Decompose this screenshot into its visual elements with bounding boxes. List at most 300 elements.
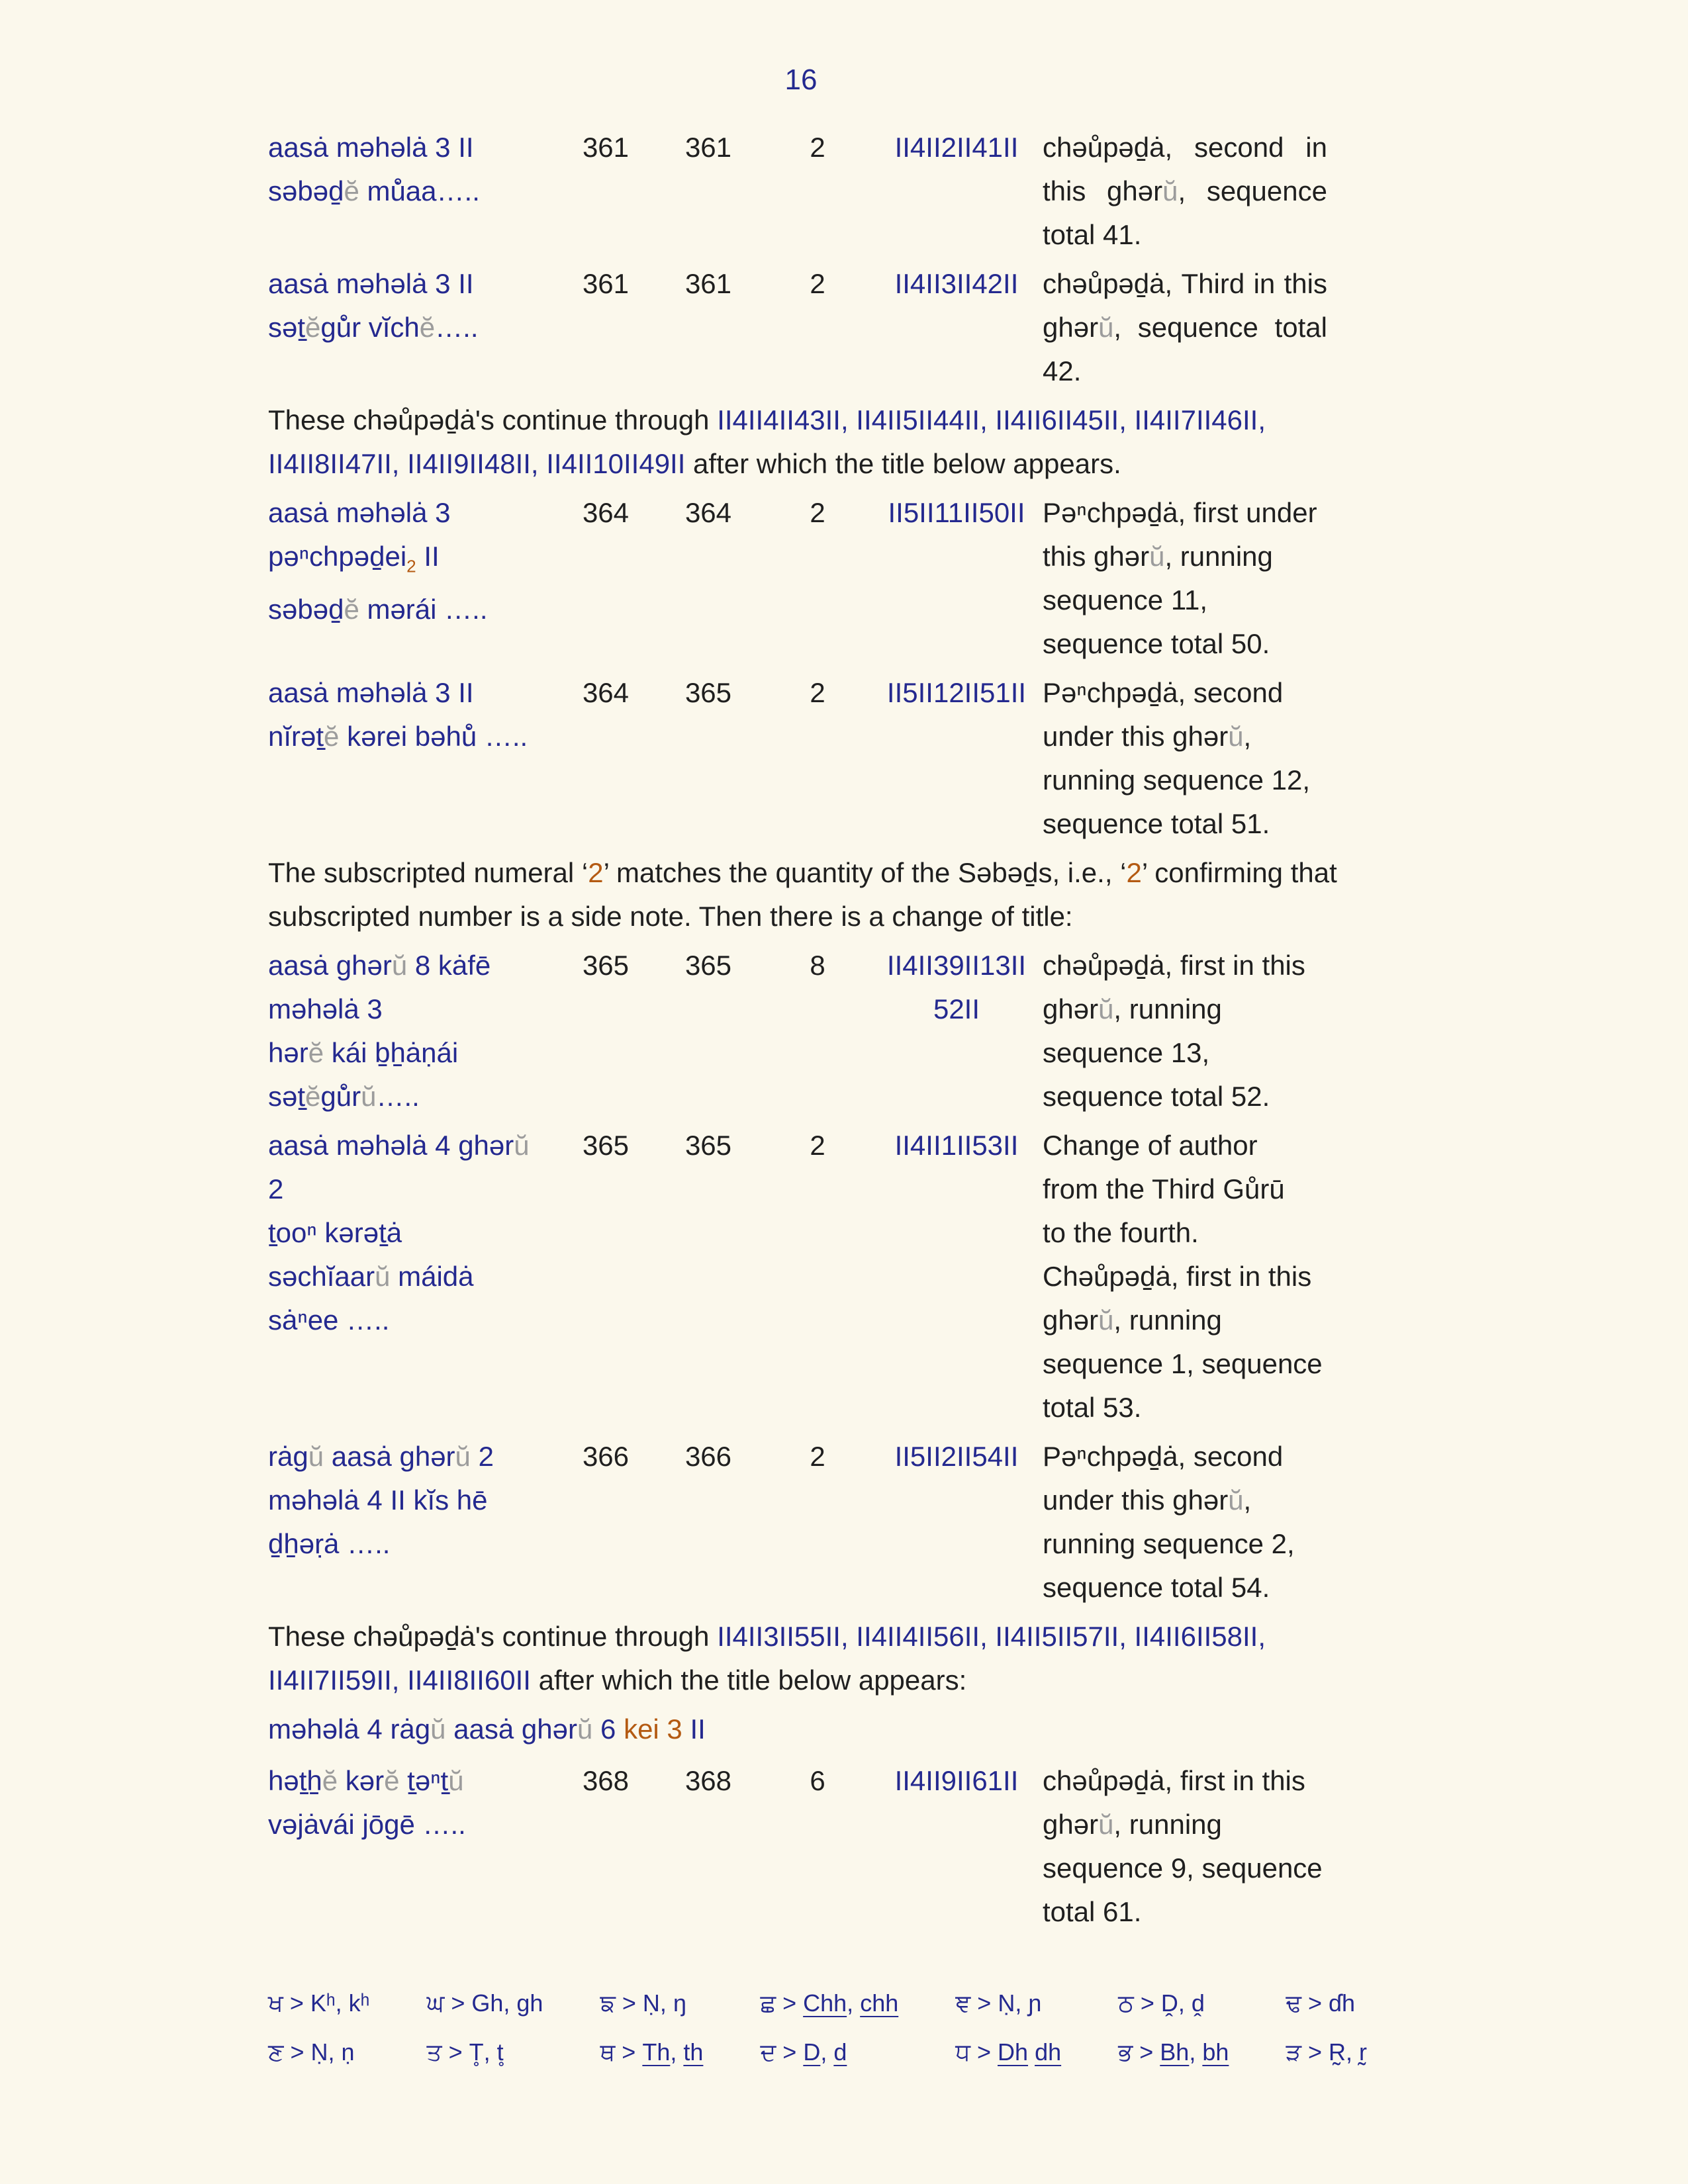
text-line: [1043, 1759, 1327, 1803]
text-segment: ਖ > Kʰ, kʰ: [268, 1989, 370, 2017]
text-segment: this: [1043, 175, 1086, 206]
text-line: [268, 588, 553, 631]
text-segment: ĕ: [305, 1081, 321, 1112]
key-cell: [600, 1989, 703, 2018]
verse-code-cell: [877, 491, 1036, 535]
raag-title-cell: [268, 1759, 553, 1846]
text-segment: ŭ: [577, 1713, 593, 1745]
note-paragraph: [268, 851, 1393, 938]
text-line: [268, 535, 553, 588]
verse-code-line: II5II11II50II: [888, 497, 1025, 528]
text-line: [1043, 349, 1327, 393]
word: [1043, 262, 1172, 306]
text-segment: sequence 9, sequence: [1043, 1852, 1323, 1884]
text-line: [268, 1124, 553, 1167]
text-segment: chpəd̠ei: [309, 541, 407, 572]
text-segment: ee …..: [307, 1304, 390, 1336]
text-line: [268, 1435, 553, 1479]
text-segment: aasȧ məhəlȧ 3 II: [268, 132, 474, 163]
page-b-cell: 365: [684, 677, 732, 708]
page-a-cell: 361: [582, 268, 630, 299]
shabad-count-cell: 2: [810, 677, 825, 708]
text-segment: sequence 1, sequence: [1043, 1348, 1323, 1379]
key-cell: [955, 2038, 1061, 2067]
verse-code-cell: [877, 1124, 1036, 1167]
text-segment: th: [683, 2038, 704, 2066]
text-line: [1043, 491, 1327, 535]
raag-title-cell: [268, 671, 553, 758]
raag-title-cell: [268, 262, 553, 349]
verse-code-line: II4II9II61II: [894, 1765, 1019, 1796]
key-cell: [268, 2038, 369, 2067]
text-segment: ,: [1189, 2038, 1203, 2066]
text-segment: ŭ: [1098, 993, 1114, 1024]
text-segment: , running: [1113, 993, 1222, 1024]
shabad-count-cell: 8: [810, 950, 825, 981]
text-segment: These chəůpəd̠ȧ's continue through: [268, 404, 718, 435]
verse-code-line: II5II2II54II: [894, 1441, 1019, 1472]
text-segment: under this ghər: [1043, 1484, 1229, 1516]
verse-code-cell: [877, 671, 1036, 715]
text-segment: ĕ: [344, 594, 359, 625]
text-segment: ,: [1113, 312, 1122, 343]
text-line: [268, 1759, 553, 1803]
text-line: [1043, 213, 1327, 257]
note-paragraph: [268, 398, 1393, 486]
index-row: [268, 126, 1393, 257]
description-cell: [1043, 671, 1327, 846]
text-segment: after which the title below appears:: [530, 1664, 967, 1696]
text-segment: gů̇r: [320, 1081, 361, 1112]
text-segment: ŭ: [514, 1130, 530, 1161]
transliteration-key: [268, 1989, 1367, 2067]
text-line: [1043, 1522, 1327, 1566]
text-segment: t̠: [440, 1765, 449, 1796]
text-segment: ,: [1178, 175, 1186, 206]
word: [1138, 306, 1258, 349]
index-row: [268, 1124, 1393, 1430]
text-segment: ĕ: [322, 1765, 338, 1796]
text-line: [1043, 1167, 1327, 1211]
text-line: [268, 1255, 553, 1298]
text-line: [268, 306, 553, 349]
text-line: [268, 671, 553, 715]
text-segment: ŭ: [391, 950, 408, 981]
text-segment: Third: [1181, 268, 1245, 299]
text-segment: from the Third Gůrū: [1043, 1173, 1285, 1205]
text-segment: total 61.: [1043, 1896, 1142, 1927]
text-segment: Pəⁿchpəd̠ȧ, first under: [1043, 497, 1317, 528]
text-segment: bh: [1202, 2038, 1229, 2066]
key-cell: [1118, 1989, 1229, 2018]
text-segment: səbəd̠: [268, 175, 344, 206]
word: [1275, 306, 1327, 349]
text-segment: ,: [670, 2038, 684, 2066]
text-segment: aasȧ məhəlȧ 3 II: [268, 268, 474, 299]
word: [1194, 126, 1284, 169]
verse-code-line: II4II1II53II: [894, 1130, 1019, 1161]
text-segment: ਘ > Gh, gh: [426, 1989, 543, 2017]
page-a-cell: 364: [582, 497, 630, 528]
text-segment: ŭ: [361, 1081, 377, 1112]
text-segment: ŭ: [455, 1441, 471, 1472]
text-segment: 2: [588, 857, 604, 888]
text-segment: Th: [642, 2038, 671, 2066]
text-line: [1043, 1211, 1327, 1255]
verse-code-line: II4II39II13II: [886, 950, 1027, 981]
index-row: [268, 671, 1393, 846]
key-cell: [760, 1989, 898, 2018]
verse-code-cell: [877, 1435, 1036, 1479]
raag-title-cell: [268, 1124, 553, 1342]
text-segment: t̠ə: [399, 1765, 431, 1796]
text-segment: 8 kȧfē: [407, 950, 491, 981]
text-segment: ,: [847, 1989, 861, 2017]
text-segment: ’ matches the quantity of the Səbəd̠s, i.e., ‘: [603, 857, 1127, 888]
page-b-cell: 361: [684, 268, 732, 299]
word: [1182, 262, 1245, 306]
word: [1107, 169, 1186, 213]
text-segment: …..: [376, 1081, 420, 1112]
text-line: [1043, 1342, 1327, 1386]
text-segment: d: [833, 2038, 847, 2066]
text-segment: máidȧ: [390, 1261, 474, 1292]
text-segment: Change of author: [1043, 1130, 1258, 1161]
text-segment: to the fourth.: [1043, 1217, 1199, 1248]
text-line: [1043, 169, 1327, 213]
text-segment: sequence: [1206, 175, 1327, 206]
text-segment: this ghər: [1043, 541, 1150, 572]
key-cell: [427, 1989, 543, 2018]
text-segment: second: [1194, 132, 1284, 163]
text-line: [1043, 1124, 1327, 1167]
text-segment: aasȧ məhəlȧ 3: [268, 497, 451, 528]
text-segment: II: [416, 541, 440, 572]
text-line: [268, 1803, 553, 1846]
text-segment: ਣ > Ṇ, ṇ: [268, 2038, 355, 2066]
text-segment: səchĭaar: [268, 1261, 375, 1292]
text-segment: ⁿ: [299, 541, 310, 572]
text-segment: hət̠h̠: [268, 1765, 322, 1796]
text-segment: kei 3: [624, 1713, 682, 1745]
raag-title-cell: [268, 944, 553, 1118]
description-cell: [1043, 1124, 1327, 1430]
text-segment: kər: [338, 1765, 385, 1796]
description-cell: [1043, 262, 1327, 393]
text-segment: kái b̠h̠ȧṇái: [324, 1037, 459, 1068]
shabad-count-cell: 6: [810, 1765, 825, 1796]
key-cell: [955, 1989, 1061, 2018]
shabad-count-cell: 2: [810, 497, 825, 528]
text-segment: ĕ: [384, 1765, 400, 1796]
word: [1043, 169, 1086, 213]
text-line: [1043, 1890, 1327, 1934]
shabad-count-cell: 2: [810, 268, 825, 299]
verse-code-line: II4II3II42II: [894, 268, 1019, 299]
text-segment: after which the title below appears.: [685, 448, 1121, 479]
text-line: [1043, 1298, 1327, 1342]
page-b-cell: 364: [684, 497, 732, 528]
key-cell: [1118, 2038, 1229, 2067]
key-cell: [268, 1989, 369, 2018]
page-a-cell: 365: [582, 950, 630, 981]
key-cell: [600, 2038, 703, 2067]
page-a-cell: 368: [582, 1765, 630, 1796]
text-segment: mərái …..: [359, 594, 488, 625]
text-line: [268, 715, 553, 758]
text-segment: Chh: [803, 1989, 847, 2017]
section-heading: [268, 1707, 1393, 1751]
text-segment: These chəůpəd̠ȧ's continue through: [268, 1621, 718, 1652]
text-segment: məhəlȧ 4 II kĭs hē: [268, 1484, 488, 1516]
text-line: [1043, 671, 1327, 715]
text-segment: ਥ >: [600, 2038, 643, 2066]
text-segment: kərei bəhů̇ …..: [339, 721, 528, 752]
text-segment: running sequence 2,: [1043, 1528, 1295, 1559]
text-segment: …..: [435, 312, 479, 343]
text-segment: ŭ: [430, 1713, 446, 1745]
text-segment: ŭ: [308, 1441, 324, 1472]
text-segment: ,: [1243, 721, 1252, 752]
text-segment: ŭ: [1149, 541, 1165, 572]
text-segment: in: [1253, 268, 1276, 299]
text-segment: ,: [1243, 1484, 1252, 1516]
text-segment: ਛ >: [760, 1989, 804, 2017]
text-segment: ’ confirming that subscripted number is a side note. Then there is a change of title:: [268, 857, 1337, 932]
text-segment: Bh: [1160, 2038, 1190, 2066]
text-segment: under this ghər: [1043, 721, 1229, 752]
page-a-cell: 361: [582, 132, 630, 163]
text-segment: sət̠: [268, 312, 306, 343]
page-a-cell: 364: [582, 677, 630, 708]
text-segment: ghər: [1107, 175, 1163, 206]
text-segment: aasȧ ghər: [445, 1713, 577, 1745]
text-line: [268, 1298, 553, 1342]
text-segment: gů̇r vĭch: [320, 312, 420, 343]
page-b-cell: 366: [684, 1441, 732, 1472]
text-line: [1043, 1566, 1327, 1610]
text-line: [1043, 1479, 1327, 1522]
description-cell: [1043, 944, 1327, 1118]
verse-code-line: 52II: [933, 993, 980, 1024]
text-segment: running sequence 12,: [1043, 764, 1310, 796]
text-segment: ⁿ: [306, 1217, 317, 1248]
text-segment: Chəůpəd̠ȧ, first in this: [1043, 1261, 1312, 1292]
description-cell: [1043, 1435, 1327, 1610]
text-segment: ⁿ: [297, 1304, 308, 1336]
word: [1207, 169, 1327, 213]
text-segment: aasȧ ghər: [268, 950, 392, 981]
text-segment: sequence: [1137, 312, 1258, 343]
text-segment: in: [1305, 132, 1327, 163]
index-row: [268, 1759, 1393, 1934]
index-row: [268, 1435, 1393, 1610]
text-segment: t̠oo: [268, 1217, 307, 1248]
text-segment: sequence total 50.: [1043, 628, 1270, 659]
text-line: [1043, 715, 1327, 758]
page-b-cell: 365: [684, 1130, 732, 1161]
page-b-cell: 361: [684, 132, 732, 163]
verse-code-cell: [877, 262, 1036, 306]
text-segment: ⁿ: [430, 1765, 441, 1796]
text-segment: 2: [268, 1173, 284, 1205]
text-line: [1043, 535, 1327, 578]
text-segment: 2: [470, 1441, 494, 1472]
text-segment: aasȧ məhəlȧ 3 II: [268, 677, 474, 708]
text-line: [1043, 262, 1327, 306]
text-line: [1043, 987, 1327, 1031]
text-segment: sȧ: [268, 1304, 298, 1336]
text-segment: [1028, 2038, 1035, 2066]
text-line: [268, 1211, 553, 1255]
text-segment: 2: [406, 556, 416, 576]
text-segment: ŭ: [448, 1765, 464, 1796]
verse-code-cell: [877, 944, 1036, 1031]
text-line: [1043, 126, 1327, 169]
text-line: [1043, 1255, 1327, 1298]
text-segment: pə: [268, 541, 299, 572]
text-segment: kərət̠ȧ: [316, 1217, 402, 1248]
description-cell: [1043, 491, 1327, 666]
page-a-cell: 365: [582, 1130, 630, 1161]
text-segment: ŭ: [1098, 1304, 1114, 1336]
text-line: [268, 169, 553, 213]
text-segment: chəůpəd̠ȧ, first in this: [1043, 950, 1305, 981]
text-segment: ਧ >: [955, 2038, 998, 2066]
text-segment: chəůpəd̠ȧ,: [1043, 132, 1173, 163]
word: [1043, 126, 1172, 169]
text-segment: 2: [1126, 857, 1142, 888]
text-segment: aasȧ ghər: [324, 1441, 455, 1472]
note-paragraph: [268, 1615, 1393, 1702]
text-segment: D: [803, 2038, 821, 2066]
shabad-count-cell: 2: [810, 1130, 825, 1161]
text-line: [1043, 1435, 1327, 1479]
text-segment: ĕ: [308, 1037, 324, 1068]
text-line: [1043, 1031, 1327, 1075]
text-line: [268, 944, 553, 987]
text-segment: ਙ > Ṇ, ŋ: [600, 1989, 686, 2017]
text-segment: dh: [1035, 2038, 1062, 2066]
text-line: [1043, 578, 1327, 622]
text-segment: II: [682, 1713, 706, 1745]
verse-code-cell: [877, 1759, 1036, 1803]
text-segment: ਞ > Ṇ, ɲ: [955, 1989, 1042, 2017]
text-segment: sequence 13,: [1043, 1037, 1210, 1068]
description-cell: [1043, 1759, 1327, 1934]
text-segment: məhəlȧ 4 rȧg: [268, 1713, 431, 1745]
text-segment: , running: [1113, 1304, 1222, 1336]
page-b-cell: 368: [684, 1765, 732, 1796]
text-line: [1043, 1075, 1327, 1118]
word: [1284, 262, 1327, 306]
text-line: [268, 1167, 553, 1211]
text-segment: ghər: [1043, 1304, 1099, 1336]
index-row: [268, 944, 1393, 1118]
text-segment: Pəⁿchpəd̠ȧ, second: [1043, 1441, 1284, 1472]
text-segment: total: [1274, 312, 1327, 343]
text-segment: ghər: [1043, 1809, 1099, 1840]
text-line: [268, 1031, 553, 1075]
text-segment: sequence total 51.: [1043, 808, 1270, 839]
text-line: [1043, 758, 1327, 802]
text-segment: sequence 11,: [1043, 584, 1208, 615]
raag-title-cell: [268, 1435, 553, 1566]
text-line: [268, 262, 553, 306]
verse-code-line: II4II2II41II: [894, 132, 1019, 163]
text-line: [268, 126, 553, 169]
text-segment: ŭ: [1228, 721, 1244, 752]
text-segment: ਦ >: [760, 2038, 804, 2066]
text-line: [1043, 1803, 1327, 1846]
text-segment: ,: [820, 2038, 834, 2066]
text-segment: məhəlȧ 3: [268, 993, 383, 1024]
index-row: [268, 491, 1393, 666]
index-table: [268, 126, 1393, 1939]
text-segment: chəůpəd̠ȧ,: [1043, 268, 1173, 299]
text-segment: hər: [268, 1037, 308, 1068]
text-segment: ŭ: [1098, 1809, 1114, 1840]
text-segment: ghər: [1043, 993, 1099, 1024]
word: [1305, 126, 1327, 169]
text-segment: rȧg: [268, 1441, 308, 1472]
text-segment: vəjȧvái jōgē …..: [268, 1809, 466, 1840]
key-cell: [1286, 1989, 1367, 2018]
text-segment: chh: [860, 1989, 899, 2017]
text-segment: chəůpəd̠ȧ, first in this: [1043, 1765, 1305, 1796]
text-segment: ĕ: [344, 175, 359, 206]
text-segment: ĕ: [324, 721, 340, 752]
text-segment: ਤ > T̥, t̥: [426, 2038, 504, 2066]
index-row: [268, 262, 1393, 393]
page-number: 16: [784, 64, 818, 96]
page-b-cell: 365: [684, 950, 732, 981]
text-segment: ĕ: [305, 312, 321, 343]
key-cell: [760, 2038, 898, 2067]
text-segment: sequence total 52.: [1043, 1081, 1270, 1112]
text-segment: sequence total 54.: [1043, 1572, 1270, 1603]
text-segment: II4II4II43II, II4II5II44II, II4II6II45II, II4II7II46II, II4II8II47II, II4II9II48II, II4II10II49II: [268, 404, 1266, 479]
word: [1254, 262, 1276, 306]
text-segment: , running: [1113, 1809, 1222, 1840]
text-line: [268, 1479, 553, 1522]
key-cell: [1286, 2038, 1367, 2067]
text-segment: sət̠: [268, 1081, 306, 1112]
text-segment: aasȧ məhəlȧ 4 ghər: [268, 1130, 514, 1161]
text-segment: ਭ >: [1118, 2038, 1160, 2066]
verse-code-line: II5II12II51II: [886, 677, 1027, 708]
text-segment: 6: [592, 1713, 624, 1745]
verse-code-cell: [877, 126, 1036, 169]
text-segment: The subscripted numeral ‘: [268, 857, 588, 888]
text-segment: ŭ: [1162, 175, 1178, 206]
text-line: [1043, 1846, 1327, 1890]
text-segment: ŭ: [1098, 312, 1114, 343]
text-line: [1043, 622, 1327, 666]
text-segment: total 41.: [1043, 219, 1142, 250]
text-segment: , running: [1164, 541, 1273, 572]
text-line: [268, 1522, 553, 1566]
text-line: [1043, 944, 1327, 987]
text-segment: ਠ > Ḓ, ḓ: [1118, 1989, 1205, 2017]
word: [1043, 306, 1121, 349]
text-line: [268, 491, 553, 535]
text-segment: ghər: [1043, 312, 1099, 343]
text-line: [1043, 306, 1327, 349]
text-segment: ŭ: [375, 1261, 391, 1292]
text-line: [1043, 1386, 1327, 1430]
text-line: [268, 987, 553, 1031]
